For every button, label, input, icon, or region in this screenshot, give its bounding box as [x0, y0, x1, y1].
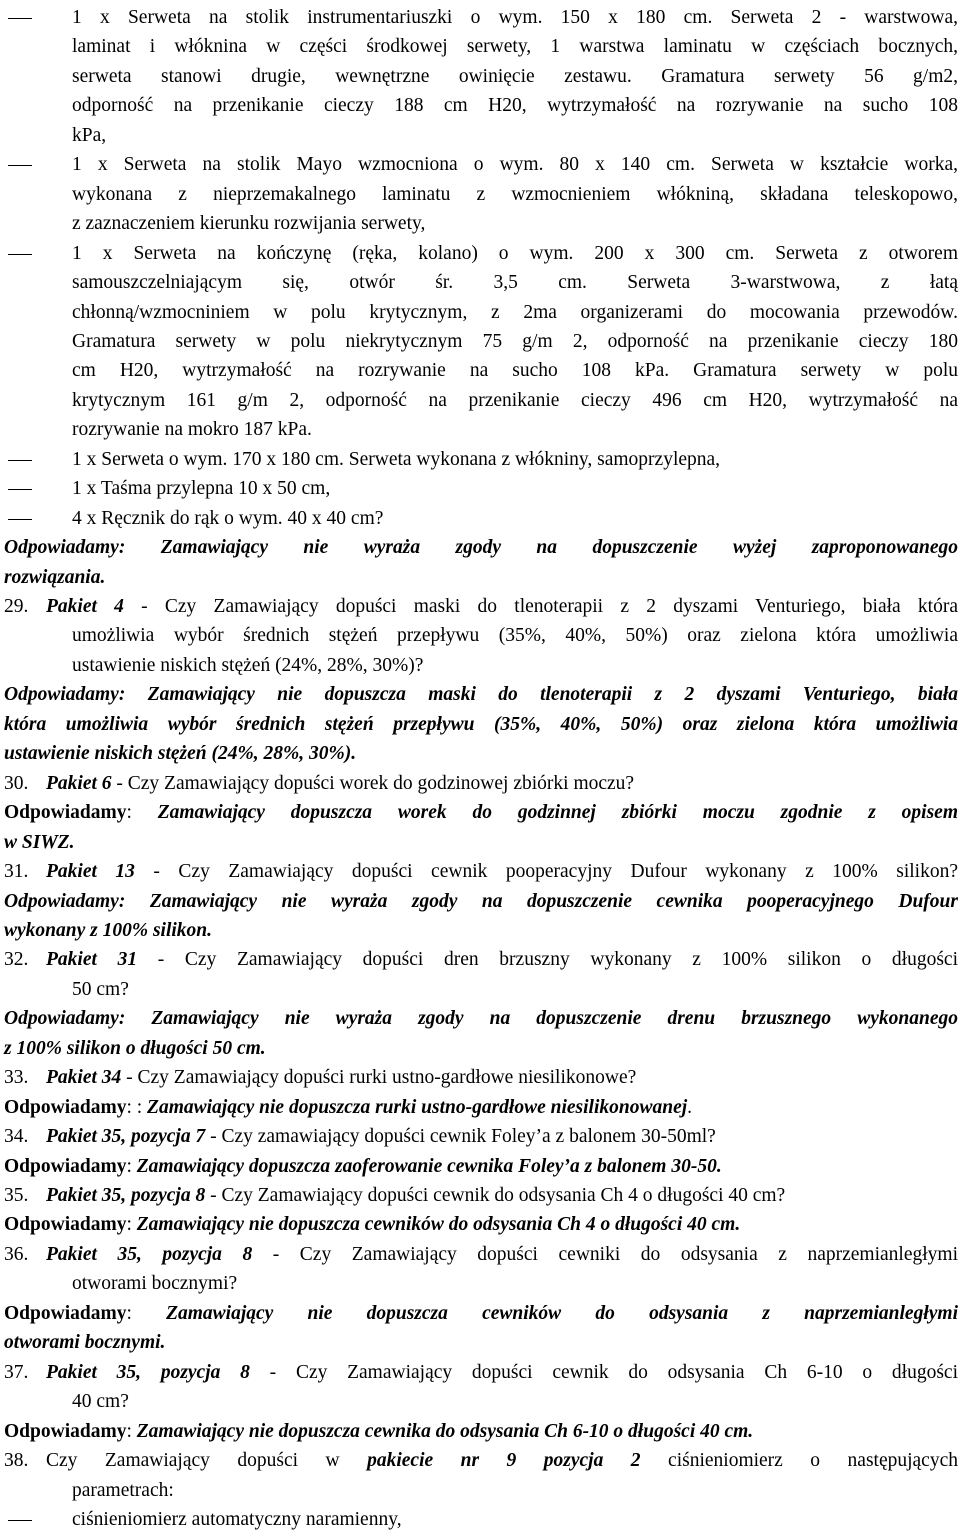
text-span: Zamawiający nie dopuszcza rurki ustno-gardłowe niesilikonowanej — [147, 1096, 688, 1118]
text-line — [0, 415, 960, 445]
text-span: 1 x Serweta na stolik Mayo wzmocniona o wym. 80 x 140 cm. Serweta w kształcie worka, — [72, 154, 958, 176]
text-span: ciśnieniomierz o następujących — [640, 1450, 958, 1472]
text-span: 4 x Ręcznik do rąk o wym. 40 x 40 cm? — [72, 507, 384, 529]
dash-bullet-icon — [8, 460, 32, 461]
text-span: Odpowiadamy — [4, 1420, 127, 1442]
text-span: Odpowiadamy: Zamawiający nie wyraża zgody na dopuszczenie drenu brzusznego wykonanego — [4, 1008, 958, 1030]
text-span: Czy Zamawiający dopuści w — [46, 1450, 368, 1472]
text-line — [0, 1299, 960, 1329]
text-span: Zamawiający nie dopuszcza cewnika do odsysania Ch 6-10 o długości 40 cm. — [136, 1420, 754, 1442]
question-number: 29. — [4, 596, 29, 617]
text-line — [0, 121, 960, 151]
text-line — [0, 1181, 960, 1211]
text-span: ciśnieniomierz automatyczny naramienny, — [72, 1508, 402, 1530]
text-line — [0, 62, 960, 92]
text-span: otworami bocznymi. — [4, 1332, 166, 1354]
text-span: samouszczelniającym się, otwór śr. 3,5 cm. Serweta 3-warstwowa, z łatą — [72, 272, 958, 294]
text-line — [0, 356, 960, 386]
text-span: wykonana z nieprzemakalnego laminatu z wzmocnieniem włókniną, składana teleskopowo, — [72, 183, 958, 205]
dash-bullet-icon — [8, 18, 32, 19]
text-span: z 100% silikon o długości 50 cm. — [4, 1037, 266, 1059]
text-line — [0, 386, 960, 416]
text-span: Odpowiadamy: Zamawiający nie dopuszcza maski do tlenoterapii z 2 dyszami Venturiego, biała — [4, 684, 958, 706]
text-span: Pakiet 35, pozycja 8 — [46, 1185, 206, 1206]
text-line — [0, 474, 960, 504]
text-span: cm H20, wytrzymałość na rozrywanie na sucho 108 kPa. Gramatura serwety w polu — [72, 360, 958, 382]
text-span: Pakiet 31 — [46, 949, 138, 971]
text-line — [0, 533, 960, 563]
text-span: Pakiet 35, pozycja 7 — [46, 1126, 206, 1148]
text-span: : — [126, 1302, 167, 1324]
text-span: parametrach: — [72, 1479, 174, 1501]
text-span: która umożliwia wybór średnich stężeń przepływu (35%, 40%, 50%) oraz zielona która umożliwia — [4, 713, 958, 735]
text-span: w SIWZ. — [4, 831, 75, 853]
text-span: 1 x Serweta o wym. 170 x 180 cm. Serweta wykonana z włókniny, samoprzylepna, — [72, 448, 721, 470]
text-span: 1 x Serweta na kończynę (ręka, kolano) o wym. 200 x 300 cm. Serweta z otworem — [72, 242, 958, 264]
text-span: : — [126, 802, 158, 824]
text-line — [0, 1446, 960, 1476]
text-line — [0, 621, 960, 651]
text-span: - Czy zamawiający dopuści cewnik Foley’a z balonem 30-50ml? — [205, 1126, 716, 1148]
text-line — [0, 680, 960, 710]
text-span: Gramatura serwety w polu niekrytycznym 75 g/m 2, odporność na przenikanie cieczy 180 — [72, 330, 958, 352]
text-span: chłonną/wzmocniniem w polu krytycznym, z 2ma organizerami do mocowania przewodów. — [72, 301, 958, 323]
text-line — [0, 1387, 960, 1417]
text-span: Odpowiadamy: Zamawiający nie wyraża zgody na dopuszczenie cewnika pooperacyjnego Dufour — [4, 890, 958, 912]
text-line — [0, 268, 960, 298]
question-number: 35. — [4, 1185, 29, 1206]
text-span: - Czy Zamawiający dopuści dren brzuszny wykonany z 100% silikon o długości — [137, 949, 959, 971]
text-span: : : — [126, 1096, 148, 1118]
text-span: Odpowiadamy: Zamawiający nie wyraża zgody na dopuszczenie wyżej zaproponowanego — [4, 537, 958, 559]
text-span: Odpowiadamy — [4, 1302, 127, 1324]
question-number: 30. — [4, 772, 29, 794]
text-span: - Czy Zamawiający dopuści cewnik do odsysania Ch 6-10 o długości — [249, 1361, 958, 1383]
text-span: Pakiet 6 — [46, 772, 112, 794]
text-span: Zamawiający dopuszcza zaoferowanie cewnika Foley’a z balonem 30-50. — [136, 1155, 722, 1177]
text-span: ustawienie niskich stężeń (24%, 28%, 30%)? — [72, 654, 424, 676]
text-line — [0, 710, 960, 740]
dash-bullet-icon — [8, 165, 32, 166]
text-span: Pakiet 34 — [46, 1067, 122, 1089]
text-line — [0, 327, 960, 357]
text-line — [0, 91, 960, 121]
text-span: krytycznym 161 g/m 2, odporność na przenikanie cieczy 496 cm H20, wytrzymałość na — [72, 389, 958, 411]
text-line — [0, 1122, 960, 1152]
text-line — [0, 563, 960, 593]
text-line — [0, 1004, 960, 1034]
text-line — [0, 828, 960, 858]
text-span: otworami bocznymi? — [72, 1273, 238, 1295]
dash-bullet-icon — [8, 519, 32, 520]
text-line — [0, 3, 960, 33]
text-span: laminat i włóknina w części środkowej serwety, 1 warstwa laminatu w częściach bocznych, — [72, 36, 958, 58]
text-span: . — [687, 1096, 693, 1118]
text-span: z zaznaczeniem kierunku rozwijania serwety, — [72, 213, 426, 235]
question-number: 38. — [4, 1450, 29, 1472]
text-span: - Czy Zamawiający dopuści worek do godzinowej zbiórki moczu? — [111, 772, 635, 794]
text-line — [0, 180, 960, 210]
text-line — [0, 1152, 960, 1182]
text-span: Pakiet 4 — [46, 596, 124, 617]
text-span: Pakiet 13 — [46, 861, 135, 883]
text-line — [0, 32, 960, 62]
text-span: rozrywanie na mokro 187 kPa. — [72, 419, 312, 441]
dash-bullet-icon — [8, 1520, 32, 1521]
question-number: 36. — [4, 1243, 29, 1265]
text-line — [0, 1093, 960, 1123]
text-line — [0, 945, 960, 975]
text-line — [0, 887, 960, 917]
text-span: ustawienie niskich stężeń (24%, 28%, 30%). — [4, 743, 357, 765]
text-line — [0, 1358, 960, 1388]
text-span: Zamawiający dopuszcza worek do godzinnej zbiórki moczu zgodnie z opisem — [157, 802, 958, 824]
text-line — [0, 739, 960, 769]
text-line — [0, 1063, 960, 1093]
text-span: rozwiązania. — [4, 566, 106, 588]
text-span: - Czy Zamawiający dopuści cewnik pooperacyjny Dufour wykonany z 100% silikon? — [134, 861, 958, 883]
text-line — [0, 1034, 960, 1064]
text-span: Odpowiadamy — [4, 1214, 127, 1236]
question-number: 34. — [4, 1126, 29, 1148]
text-line — [0, 150, 960, 180]
text-span: serweta stanowi drugie, wewnętrzne owinięcie zestawu. Gramatura serwety 56 g/m2, — [72, 65, 958, 87]
text-span: Pakiet 35, pozycja 8 — [46, 1243, 253, 1265]
text-line — [0, 209, 960, 239]
text-line — [0, 916, 960, 946]
text-line — [0, 798, 960, 828]
text-span: Zamawiający nie dopuszcza cewników do odsysania z naprzemianległymi — [166, 1302, 958, 1324]
text-span: - Czy Zamawiający dopuści rurki ustno-gardłowe niesilikonowe? — [121, 1067, 637, 1089]
text-span: wykonany z 100% silikon. — [4, 919, 213, 941]
text-span: : — [126, 1420, 137, 1442]
text-line — [0, 769, 960, 799]
text-span: : — [126, 1155, 137, 1177]
text-line — [0, 651, 960, 681]
text-span: : — [126, 1214, 137, 1236]
text-line — [0, 445, 960, 475]
text-span: Pakiet 35, pozycja 8 — [46, 1361, 250, 1383]
question-number: 31. — [4, 861, 29, 883]
text-span: umożliwia wybór średnich stężeń przepływu (35%, 40%, 50%) oraz zielona która umożliwia — [72, 625, 958, 647]
text-span: 50 cm? — [72, 978, 129, 1000]
text-line — [0, 1505, 960, 1535]
dash-bullet-icon — [8, 489, 32, 490]
text-line — [0, 1269, 960, 1299]
dash-bullet-icon — [8, 254, 32, 255]
text-line — [0, 298, 960, 328]
text-span: Odpowiadamy — [4, 1096, 127, 1118]
text-line — [0, 1417, 960, 1447]
question-number: 32. — [4, 949, 29, 971]
text-span: pakiecie nr 9 pozycja 2 — [367, 1450, 641, 1472]
text-span: Odpowiadamy — [4, 802, 127, 824]
text-span: 1 x Taśma przylepna 10 x 50 cm, — [72, 478, 331, 500]
text-line — [0, 1328, 960, 1358]
text-span: - Czy Zamawiający dopuści cewniki do odsysania z naprzemianległymi — [252, 1243, 958, 1265]
text-line — [0, 1476, 960, 1506]
text-line — [0, 239, 960, 269]
text-span: - Czy Zamawiający dopuści cewnik do odsysania Ch 4 o długości 40 cm? — [205, 1185, 786, 1206]
text-span: 1 x Serweta na stolik instrumentariuszki o wym. 150 x 180 cm. Serweta 2 - warstwowa, — [72, 7, 958, 28]
text-span: 40 cm? — [72, 1391, 129, 1413]
text-line — [0, 857, 960, 887]
text-line — [0, 1210, 960, 1240]
text-line — [0, 504, 960, 534]
text-line — [0, 975, 960, 1005]
text-span: - Czy Zamawiający dopuści maski do tlenoterapii z 2 dyszami Venturiego, biała która — [123, 596, 958, 617]
text-span: Zamawiający nie dopuszcza cewników do odsysania Ch 4 o długości 40 cm. — [136, 1214, 741, 1236]
text-span: kPa, — [72, 124, 107, 146]
question-number: 33. — [4, 1067, 29, 1089]
question-number: 37. — [4, 1361, 29, 1383]
text-span: odporność na przenikanie cieczy 188 cm H20, wytrzymałość na rozrywanie na sucho 108 — [72, 95, 958, 117]
text-span: Odpowiadamy — [4, 1155, 127, 1177]
text-line — [0, 592, 960, 622]
text-line — [0, 1240, 960, 1270]
